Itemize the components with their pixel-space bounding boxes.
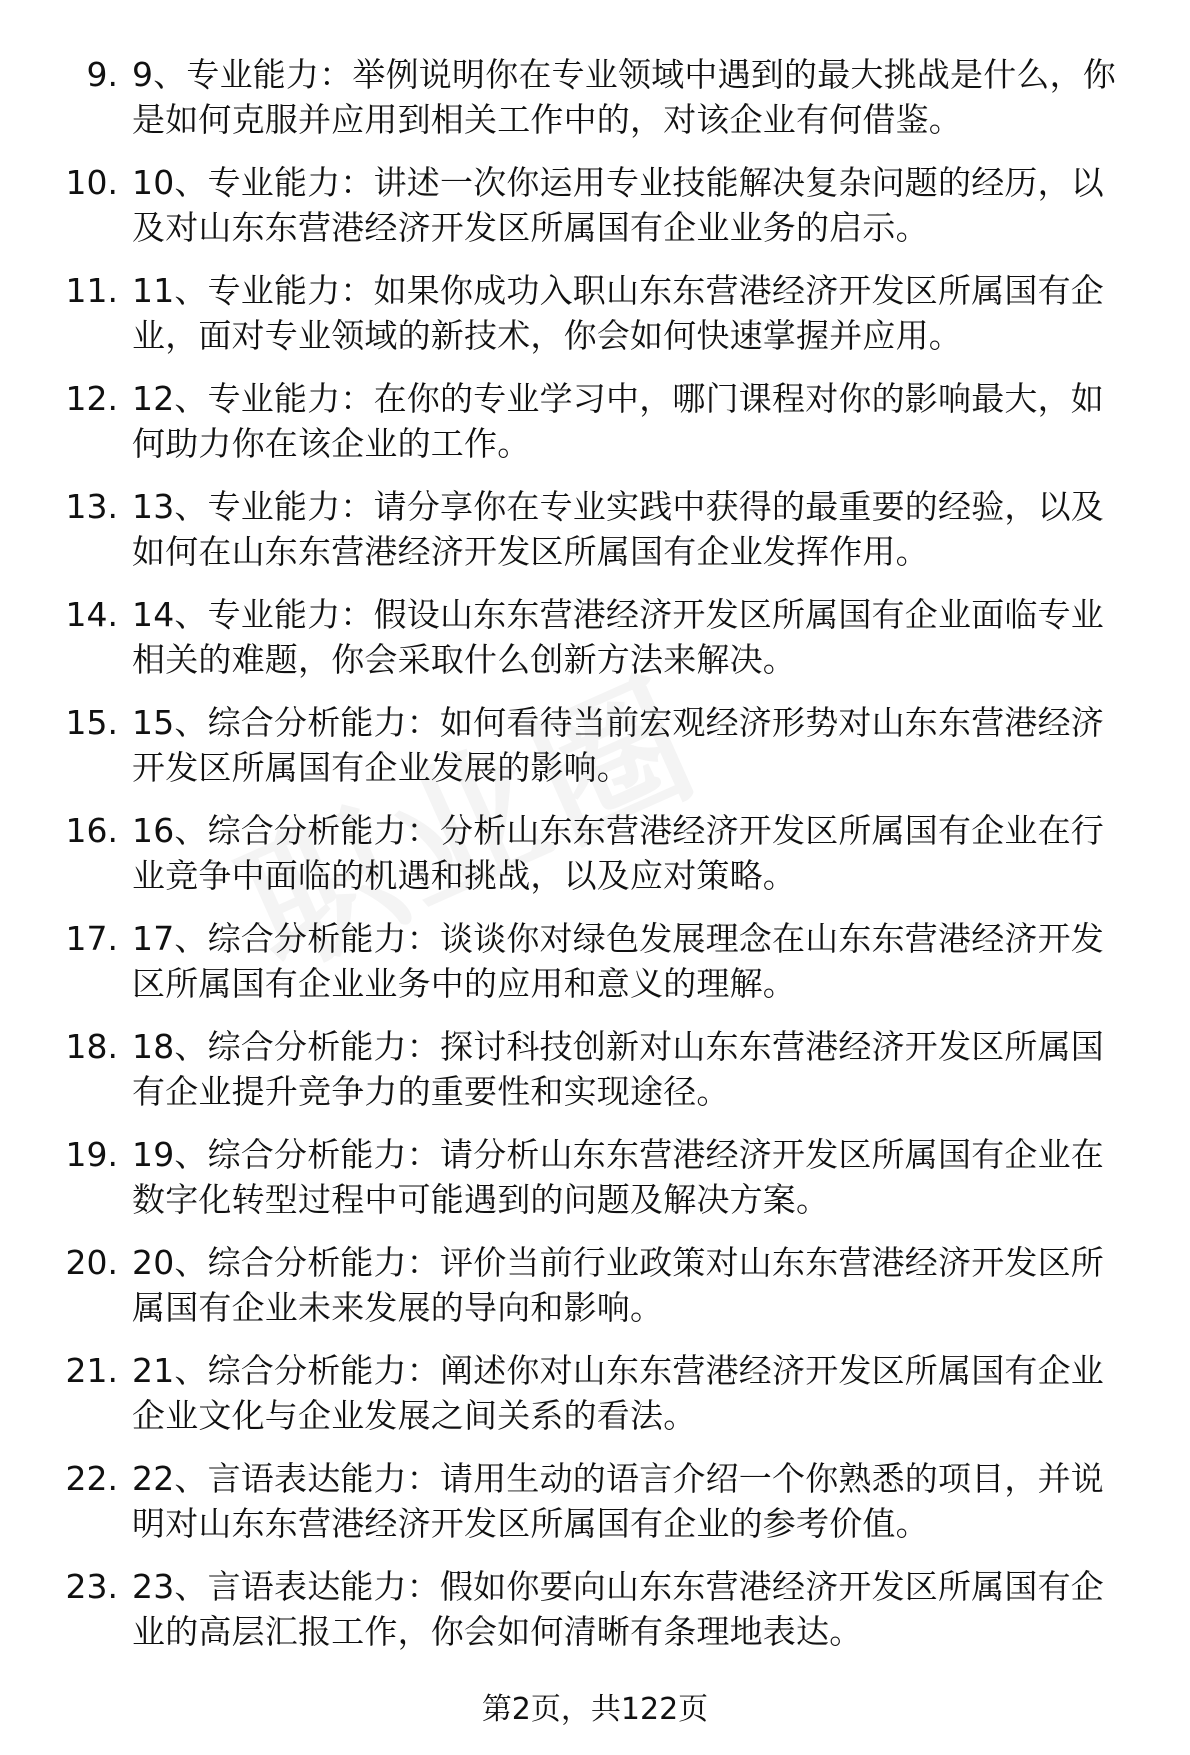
item-text: 14、专业能力：假设山东东营港经济开发区所属国有企业面临专业相关的难题，你会采取什么创新方法来解决。: [132, 595, 1104, 679]
item-number: 13.: [65, 487, 118, 526]
list-item: [0, 1456, 1190, 1546]
item-number: 19.: [65, 1135, 118, 1174]
list-item: [0, 592, 1190, 682]
item-number: 22.: [65, 1459, 118, 1498]
item-number: 10.: [65, 163, 118, 202]
list-item: [0, 808, 1190, 898]
item-text: 12、专业能力：在你的专业学习中，哪门课程对你的影响最大，如何助力你在该企业的工作。: [132, 379, 1104, 463]
item-text: 17、综合分析能力：谈谈你对绿色发展理念在山东东营港经济开发区所属国有企业业务中的应用和意义的理解。: [132, 919, 1104, 1003]
question-list: [0, 52, 1190, 1672]
page-footer: 第2页，共122页: [481, 1692, 709, 1727]
item-text: 18、综合分析能力：探讨科技创新对山东东营港经济开发区所属国有企业提升竞争力的重要性和实现途径。: [132, 1027, 1104, 1111]
item-number: 14.: [65, 595, 118, 634]
item-number: 9.: [86, 55, 118, 94]
item-number: 23.: [65, 1567, 118, 1606]
item-text: 9、专业能力：举例说明你在专业领域中遇到的最大挑战是什么，你是如何克服并应用到相关工作中的，对该企业有何借鉴。: [132, 55, 1116, 139]
item-text: 20、综合分析能力：评价当前行业政策对山东东营港经济开发区所属国有企业未来发展的导向和影响。: [132, 1243, 1104, 1327]
item-text: 11、专业能力：如果你成功入职山东东营港经济开发区所属国有企业，面对专业领域的新技术，你会如何快速掌握并应用。: [132, 271, 1104, 355]
item-number: 18.: [65, 1027, 118, 1066]
item-text: 10、专业能力：讲述一次你运用专业技能解决复杂问题的经历，以及对山东东营港经济开发区所属国有企业业务的启示。: [132, 163, 1104, 247]
list-item: [0, 484, 1190, 574]
item-text: 19、综合分析能力：请分析山东东营港经济开发区所属国有企业在数字化转型过程中可能遇到的问题及解决方案。: [132, 1135, 1104, 1219]
item-text: 16、综合分析能力：分析山东东营港经济开发区所属国有企业在行业竞争中面临的机遇和挑战，以及应对策略。: [132, 811, 1104, 895]
item-text: 13、专业能力：请分享你在专业实践中获得的最重要的经验，以及如何在山东东营港经济开发区所属国有企业发挥作用。: [132, 487, 1104, 571]
item-number: 21.: [65, 1351, 118, 1390]
item-number: 20.: [65, 1243, 118, 1282]
list-item: [0, 376, 1190, 466]
list-item: [0, 1132, 1190, 1222]
item-number: 11.: [65, 271, 118, 310]
item-text: 23、言语表达能力：假如你要向山东东营港经济开发区所属国有企业的高层汇报工作，你会如何清晰有条理地表达。: [132, 1567, 1104, 1651]
list-item: [0, 1564, 1190, 1654]
list-item: [0, 916, 1190, 1006]
item-text: 15、综合分析能力：如何看待当前宏观经济形势对山东东营港经济开发区所属国有企业发展的影响。: [132, 703, 1104, 787]
item-number: 15.: [65, 703, 118, 742]
item-text: 21、综合分析能力：阐述你对山东东营港经济开发区所属国有企业企业文化与企业发展之间关系的看法。: [132, 1351, 1104, 1435]
list-item: [0, 160, 1190, 250]
list-item: [0, 1240, 1190, 1330]
list-item: [0, 700, 1190, 790]
list-item: [0, 1348, 1190, 1438]
list-item: [0, 268, 1190, 358]
item-number: 17.: [65, 919, 118, 958]
item-text: 22、言语表达能力：请用生动的语言介绍一个你熟悉的项目，并说明对山东东营港经济开发区所属国有企业的参考价值。: [132, 1459, 1104, 1543]
list-item: [0, 1024, 1190, 1114]
item-number: 16.: [65, 811, 118, 850]
item-number: 12.: [65, 379, 118, 418]
list-item: [0, 52, 1190, 142]
